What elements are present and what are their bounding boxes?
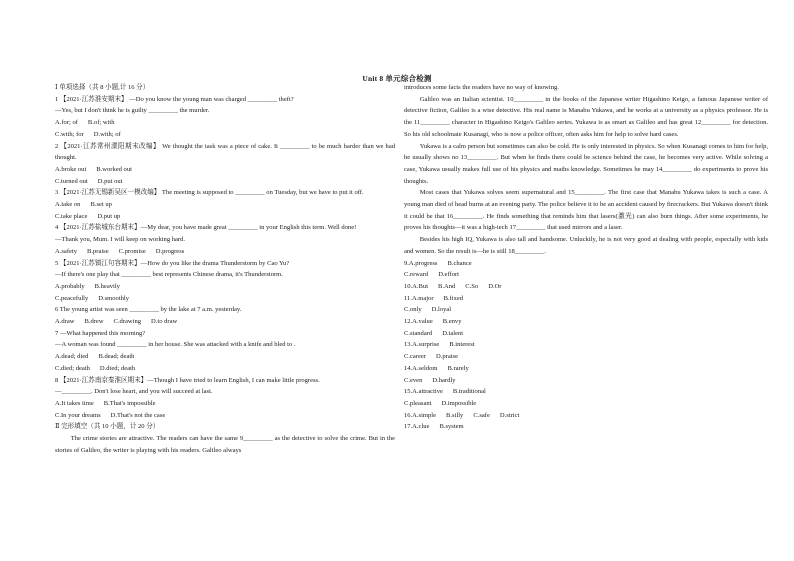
cloze-option-row [404, 258, 768, 270]
q7-option-c: C.died; death [55, 364, 90, 372]
option-b: B.traditional [452, 388, 486, 396]
cloze-option-row [404, 421, 768, 433]
option-a: 14.A.seldom [404, 364, 438, 372]
q1-options-row1 [55, 117, 395, 129]
q4-stem: 4 【2021·江苏盐城东台期末】—My dear, you have made great _________ in your English this term. Well done! [55, 224, 357, 232]
q5-option-b: B.heavily [94, 282, 120, 290]
q3-option-a: A.take on [55, 201, 81, 209]
cloze-passage-continued: introduces some facts the readers have no way of knowing. [404, 84, 559, 91]
option-c: C.standard [404, 329, 433, 337]
q8-options-row1 [55, 398, 395, 410]
option-a: 11.A.major [404, 294, 434, 302]
option-c: C.reward [404, 271, 429, 279]
q7-stem: 7 —What happened this morning? [55, 329, 146, 337]
q1-option-b: B.of; with [87, 119, 115, 127]
option-d: D.praise [436, 353, 458, 361]
q5-options-row1 [55, 281, 395, 293]
q8-option-c: C.In your dreams [55, 411, 101, 419]
q5-option-c: C.peacefully [55, 294, 89, 302]
option-d: D.loyal [431, 306, 452, 314]
q7-option-a: A.dead; died [55, 353, 89, 361]
cloze-option-row [404, 316, 768, 328]
cloze-option-row [404, 304, 768, 316]
q7-option-d: D.died; death [99, 364, 136, 372]
q6-options [55, 316, 395, 328]
q1-option-a: A.for; of [55, 119, 78, 127]
q3-options-row1 [55, 199, 395, 211]
cloze-option-row [404, 293, 768, 305]
left-column [55, 82, 395, 457]
q6-stem: 6 The young artist was seen _________ by the lake at 7 a.m. yesterday. [55, 306, 242, 314]
q3-option-d: D.put up [97, 212, 121, 220]
option-b: B.And [438, 282, 456, 290]
option-b: B.system [439, 423, 464, 431]
cloze-option-row [404, 410, 768, 422]
q2-option-a: A.broke out [55, 165, 87, 173]
q1-options-row2 [55, 129, 395, 141]
q2-option-c: C.turned out [55, 177, 88, 185]
q8-stem: 8 【2021·江苏南京秦淮区期末】—Though I have tried to learn English, I can make little progress. [55, 376, 320, 384]
cloze-option-row [404, 386, 768, 398]
q8-option-d: D.That's not the case [110, 411, 166, 419]
cloze-paragraph-3: Most cases that Yukawa solves seem supernatural and 15_________. The first case that Manabu Yukawa takes is such a case. A young man died of head burns at an evening party. The police believe it to be an accident caused by firecrackers. But Yukawa doesn't think it could be that 16_________. He finds something that reminds him that lasers(激光) can also burn things. After some experiments, he proves his thoughts—it was a high-tech 17_________ that used mirrors and a laser. [404, 189, 768, 232]
option-d: D.talent [442, 329, 464, 337]
cloze-options-list [404, 258, 768, 434]
cloze-paragraph-1: Galileo was an Italian scientist. 10_________ in the books of the Japanese writer Higashino Keigo, a famous Japanese writer of detective fiction, Galileo is a wise detective. His real name is Manabu Yukawa, and he works at a university as a physics professor. He is the 11_________ character in Higashino Keigo's Galileo series. Yukawa is as smart as Galileo and has great 12_________ for detection. So his old schoolmate Kusanagi, who is now a police officer, often asks him for help to solve hard cases. [404, 95, 768, 138]
option-b: B.silly [446, 411, 464, 419]
cloze-option-row [404, 269, 768, 281]
q3-stem: 3 【2021·江苏无锡新吴区一模改编】 The meeting is supposed to _________ on Tuesday, but we have to put it off. [55, 189, 364, 197]
q7-option-b: B.dead; death [98, 353, 135, 361]
option-b: B.envy [442, 318, 462, 326]
option-c: C.So [465, 282, 479, 290]
q2-options-row2 [55, 176, 395, 188]
option-d: D.impossible [441, 399, 477, 407]
q2-stem: 2 【2021·江苏常州溧阳期末改编】 We thought the task was a piece of cake. It _________ to be much harder than we had thought. [55, 142, 395, 162]
section-heading-cloze: Ⅱ 完形填空（共 10 小题，计 20 分） [55, 423, 160, 431]
q7-stem-reply: —A woman was found _________ in her house. She was attacked with a knife and bled to . [55, 341, 296, 349]
cloze-option-row [404, 328, 768, 340]
option-d: D.Or [488, 282, 502, 290]
q5-option-d: D.smoothly [98, 294, 130, 302]
q6-option-c: C.drawing [113, 318, 142, 326]
option-a: 17.A.clue [404, 423, 430, 431]
q4-option-d: D.progress [155, 247, 185, 255]
right-column [404, 82, 768, 433]
option-a: 13.A.surprise [404, 341, 440, 349]
q5-options-row2 [55, 293, 395, 305]
cloze-paragraph-2: Yukawa is a calm person but sometimes can also be cold. He is only interested in physics. So when Kusanagi comes to him for help, he usually shows no 13_________. But when he finds there could be science behind the case, he becomes very active. While solving a case, Yukawa usually makes full use of his physics and maths knowledge. Sometimes he may 14_________ do experiments to prove his thoughts. [404, 142, 768, 185]
q3-option-c: C.take place [55, 212, 88, 220]
q5-stem-reply: —If there's one play that _________ best represents Chinese drama, it's Thunderstorm. [55, 271, 283, 279]
option-b: B.interest [449, 341, 475, 349]
section-heading-single-choice: Ⅰ 单项选择（共 8 小题,计 16 分） [55, 84, 150, 91]
q2-options-row1 [55, 164, 395, 176]
q8-options-row2 [55, 410, 395, 422]
q3-options-row2 [55, 211, 395, 223]
cloze-passage-start: The crime stories are attractive. The readers can have the same 9_________ as the detective to solve the crime. But in the stories of Galileo, the writer is playing with his readers. Galileo always [55, 435, 395, 454]
q7-options-row1 [55, 351, 395, 363]
q3-option-b: B.set up [90, 201, 112, 209]
option-d: D.hardly [432, 376, 456, 384]
option-c: C.career [404, 353, 426, 361]
q5-stem: 5 【2021·江苏镇江句容期末】—How do you like the drama Thunderstorm by Cao Yu? [55, 259, 290, 267]
option-a: 12.A.value [404, 318, 433, 326]
option-d: D.strict [499, 411, 520, 419]
cloze-paragraph-4: Besides his high IQ, Yukawa is also tall and handsome. Unluckily, he is not very good at dealing with people, especially with kids and women. So the result is—he is still 18_________. [404, 236, 768, 255]
q4-options [55, 246, 395, 258]
cloze-option-row [404, 375, 768, 387]
q5-option-a: A.probably [55, 282, 85, 290]
option-b: B.chance [447, 259, 472, 267]
option-b: B.fixed [443, 294, 464, 302]
q6-option-d: D.to draw [151, 318, 178, 326]
option-a: 10.A.But [404, 282, 429, 290]
cloze-option-row [404, 351, 768, 363]
q1-stem: 1 【2021·江苏淮安期末】 —Do you know the young man was charged _________ theft? [55, 95, 294, 103]
q2-option-b: B.worked out [96, 165, 132, 173]
option-b: B.rarely [447, 364, 469, 372]
cloze-option-row [404, 339, 768, 351]
option-c: C.pleasant [404, 399, 432, 407]
cloze-option-row [404, 363, 768, 375]
cloze-option-row [404, 398, 768, 410]
option-c: C.even [404, 376, 423, 384]
option-c: C.safe [473, 411, 490, 419]
q8-option-b: B.That's impossible [103, 399, 156, 407]
option-d: D.effort [438, 271, 459, 279]
cloze-option-row [404, 281, 768, 293]
option-a: 15.A.attractive [404, 388, 443, 396]
q7-options-row2 [55, 363, 395, 375]
page-title: Unit 8 单元综合检测 [362, 74, 432, 83]
q1-option-d: D.with; of [93, 130, 121, 138]
q4-option-c: C.promise [118, 247, 146, 255]
q6-option-b: B.drew [84, 318, 104, 326]
q6-option-a: A.draw [55, 318, 75, 326]
q8-stem-reply: —_________. Don't lose heart, and you will succeed at last. [55, 388, 213, 396]
q8-option-a: A.It takes time [55, 399, 94, 407]
q4-option-a: A.safety [55, 247, 77, 255]
option-c: C.only [404, 306, 422, 314]
q4-option-b: B.praise [87, 247, 109, 255]
q1-option-c: C.with; for [55, 130, 84, 138]
option-a: 9.A.progress [404, 259, 438, 267]
q4-stem-reply: —Thank you, Mum. I will keep on working hard. [55, 236, 186, 244]
q2-option-d: D.put out [97, 177, 123, 185]
option-a: 16.A.simple [404, 411, 437, 419]
q1-stem-reply: —Yes, but I don't think he is guilty _________ the murder. [55, 107, 210, 115]
